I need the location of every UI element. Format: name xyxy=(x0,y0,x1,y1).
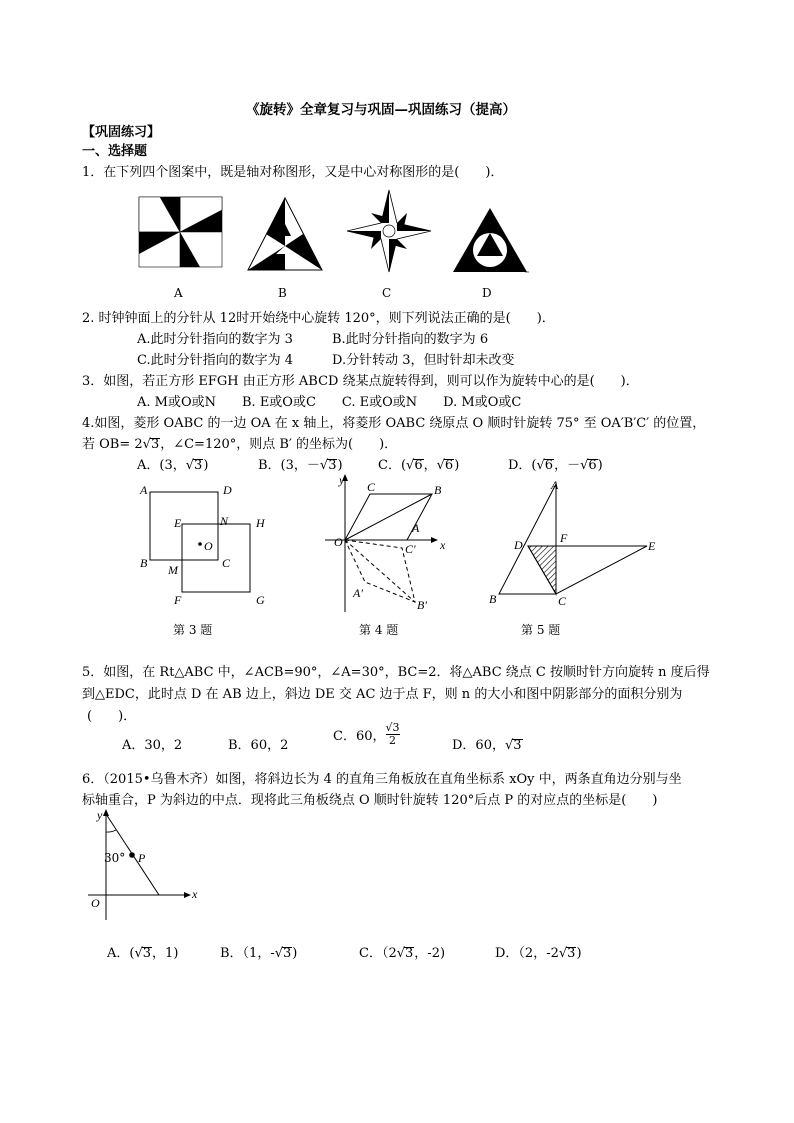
question-3-text: 3．如图，若正方形 EFGH 由正方形 ABCD 绕某点旋转得到，则可以作为旋转中心的是( )． xyxy=(82,374,639,389)
q4-option-d: D．(√6，－√6) xyxy=(508,458,603,473)
q4-option-c: C．(√6，√6) xyxy=(378,458,460,473)
q4-option-b: B．(3，－√3) xyxy=(258,458,343,473)
figure-q6 xyxy=(88,808,203,923)
fig3-label-c: C xyxy=(222,556,231,570)
q1-label-a: A xyxy=(174,286,183,300)
q1-figure-d xyxy=(451,206,529,274)
fig3-label-g: G xyxy=(256,593,265,607)
fig5-label-b: B xyxy=(489,592,497,606)
fig4-label-cp: C′ xyxy=(405,542,416,556)
q2-option-d: D.分针转动 3，但时针却未改变 xyxy=(332,353,515,368)
q2-option-c: C.此时分针指向的数字为 4 xyxy=(137,353,294,368)
fig4-label-ap: A′ xyxy=(353,586,363,600)
question-6-line1: 6．（2015•乌鲁木齐）如图，将斜边长为 4 的直角三角板放在直角坐标系 xOy 中，两条直角边分别与坐 xyxy=(82,772,682,787)
q1-figure-c xyxy=(345,188,433,274)
q4-option-a: A．(3，√3) xyxy=(137,458,209,473)
q5-option-c: C．60， $\frac{√3}{2}$ xyxy=(333,721,400,747)
fig4-label-b: B xyxy=(434,483,442,497)
fig3-label-h: H xyxy=(256,516,265,530)
fig4-label-c: C xyxy=(367,480,376,494)
fig5-label-f: F xyxy=(560,531,568,545)
fig5-label-d: D xyxy=(514,538,523,552)
fig6-label-o: O xyxy=(91,896,100,910)
fig3-label-e: E xyxy=(174,516,182,530)
fig5-label-c: C xyxy=(558,594,567,608)
fig3-label-o: O xyxy=(204,539,213,553)
fig6-label-p: P xyxy=(138,851,146,865)
question-4-line1: 4.如图，菱形 OABC 的一边 OA 在 x 轴上，将菱形 OABC 绕原点 O 顺时针旋转 75° 至 OA′B′C′ 的位置， xyxy=(82,416,706,431)
q1-figure-a xyxy=(138,196,223,268)
fig4-label-x: x xyxy=(440,538,446,552)
question-1-text: 1．在下列四个图案中，既是轴对称图形，又是中心对称图形的是( )． xyxy=(82,165,504,180)
fig5-label-e: E xyxy=(648,539,656,553)
q1-label-b: B xyxy=(278,286,287,300)
fig3-label-d: D xyxy=(223,483,232,497)
fig6-label-angle: 30° xyxy=(104,851,126,865)
fig4-label-o: O xyxy=(334,535,343,549)
question-6-line2: 标轴重合，P 为斜边的中点．现将此三角板绕点 O 顺时针旋转 120°后点 P 的对应点的坐标是( ) xyxy=(82,793,658,808)
fig6-label-x: x xyxy=(192,887,198,901)
q6-option-d: D．（2，-2√3) xyxy=(495,946,582,961)
q6-option-c: C．（2√3，-2) xyxy=(359,946,446,961)
q2-option-b: B.此时分针指向的数字为 6 xyxy=(332,332,489,347)
section-heading: 【巩固练习】 xyxy=(82,125,161,140)
page-title: 《旋转》全章复习与巩固—巩固练习（提高） xyxy=(246,102,516,118)
fig4-label-a: A xyxy=(412,521,420,535)
fig3-label-m: M xyxy=(168,563,178,577)
q5-option-a: A．30，2 xyxy=(122,738,183,753)
fig4-caption: 第 4 题 xyxy=(359,623,399,637)
question-5-line2: 到△EDC，此时点 D 在 AB 边上，斜边 DE 交 AC 边于点 F，则 n 的大小和图中阴影部分的面积分别为 xyxy=(82,687,683,702)
fig5-label-a: A xyxy=(551,478,559,492)
q1-label-c: C xyxy=(382,286,392,300)
q4-line2-radicand: 3 xyxy=(150,437,160,452)
fig3-label-f: F xyxy=(174,593,182,607)
q2-option-a: A.此时分针指向的数字为 3 xyxy=(137,332,293,347)
part-heading: 一、选择题 xyxy=(82,144,148,159)
figure-q5 xyxy=(480,478,660,603)
q5-option-b: B．60，2 xyxy=(228,738,289,753)
q3-options: A. M或O或N B. E或O或C C. E或O或N D. M或O或C xyxy=(137,395,522,410)
fig4-label-bp: B′ xyxy=(417,598,427,612)
question-5-line1: 5．如图，在 Rt△ABC 中，∠ACB=90°，∠A=30°，BC=2．将△ABC 绕点 C 按顺时针方向旋转 n 度后得 xyxy=(82,665,710,680)
q6-option-b: B．（1，-√3) xyxy=(220,946,298,961)
q6-option-a: A．(√3，1) xyxy=(107,946,179,961)
question-2-text: 2. 时钟钟面上的分针从 12时开始绕中心旋转 120°，则下列说法正确的是( )． xyxy=(82,311,555,326)
q1-label-d: D xyxy=(482,286,492,300)
fig4-label-y: y xyxy=(339,473,345,487)
question-5-line3: ( )． xyxy=(87,709,137,724)
fig5-caption: 第 5 题 xyxy=(521,623,561,637)
question-4-line2: 若 OB= 2√3，∠C=120°，则点 B′ 的坐标为( )． xyxy=(82,437,398,452)
fig3-caption: 第 3 题 xyxy=(173,623,213,637)
q1-figure-b xyxy=(246,196,324,272)
q4-line2-pre: 若 OB= 2 xyxy=(82,437,143,452)
fig3-label-n: N xyxy=(220,514,229,528)
q5-option-d: D．60，√3 xyxy=(452,738,522,753)
q4-line2-post: ，∠C=120°，则点 B′ 的坐标为( )． xyxy=(160,437,398,452)
fig6-label-y: y xyxy=(97,808,103,822)
fig3-label-a: A xyxy=(140,483,148,497)
fig3-label-b: B xyxy=(140,556,148,570)
